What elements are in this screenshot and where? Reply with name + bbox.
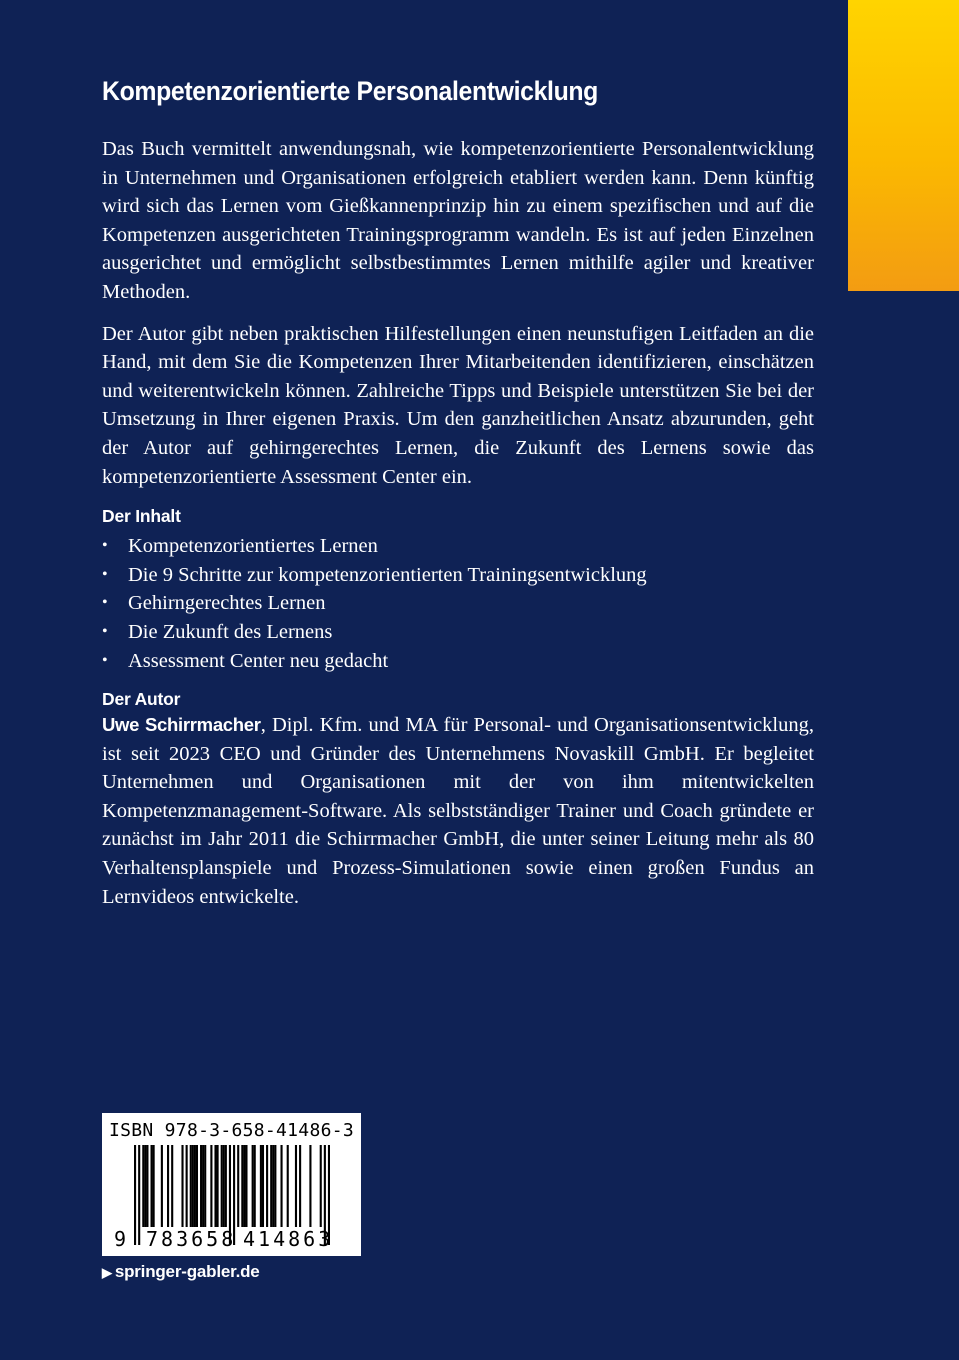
barcode-bar [309,1145,311,1227]
barcode-bar [221,1145,223,1227]
list-item [102,618,814,647]
bullet-icon: • [102,622,108,640]
list-item-label: Gehirngerechtes Lernen [128,592,326,615]
bullet-icon: • [102,651,108,669]
publisher-website[interactable] [102,1262,260,1282]
list-item-label: Die Zukunft des Lernens [128,620,333,643]
barcode-bar [192,1145,194,1227]
book-title: Kompetenzorientierte Personalentwicklung [102,76,598,106]
list-item [102,647,814,676]
barcode-bar [270,1145,272,1227]
barcode-bar [181,1145,183,1227]
barcode-bar [214,1145,216,1227]
barcode-bar [196,1145,198,1227]
barcode-bar [186,1145,188,1227]
barcode-bar [274,1145,276,1227]
autor-heading: Der Autor [102,689,181,710]
cover-text-block [102,74,814,924]
barcode-bar [161,1145,163,1227]
barcode-bar [225,1145,227,1227]
barcode-bar [146,1145,148,1227]
barcode-bar [260,1145,262,1227]
barcode-bar [245,1145,247,1227]
list-item [102,561,814,590]
barcode-bar [151,1145,153,1227]
play-arrow-icon: ▶ [102,1265,112,1280]
ean-first-digit: 9 [114,1227,127,1251]
bullet-icon: • [102,565,108,583]
inhalt-list [102,532,814,675]
author-name: Uwe Schirrmacher [102,714,261,736]
barcode-bar [243,1145,245,1227]
barcode-bar [144,1145,146,1227]
ean-left-digits: 783658 [146,1227,237,1251]
isbn-barcode [102,1113,361,1256]
barcode-bar [202,1145,204,1227]
barcode-bar [280,1145,282,1227]
barcode-bar [287,1145,289,1227]
barcode-bar [210,1145,212,1227]
barcode-bar [254,1145,256,1227]
barcode-bar [237,1145,239,1227]
barcode-bar [252,1145,254,1227]
barcode-bar [167,1145,169,1227]
barcode-bar [272,1145,274,1227]
barcode-bar [299,1145,301,1227]
list-item-label: Assessment Center neu gedacht [128,649,389,672]
barcode-bar [194,1145,196,1227]
list-item-label: Die 9 Schritte zur kompetenzorientierten Trainingsentwicklung [128,563,647,586]
barcode-bar [153,1145,155,1227]
list-item [102,532,814,561]
barcode-bar [190,1145,192,1227]
barcode-bar [204,1145,206,1227]
barcode-bar [295,1145,297,1227]
author-bio-text: , Dipl. Kfm. und MA für Personal- und Organisationsentwicklung, ist seit 2023 CEO und Gründer des Unternehmens Novaskill GmbH. Er begleitet Unternehmen und Organisationen mit der von ihm mitentwickelten Kompetenzmanagement-Software. Als selbstständiger Trainer und Coach gründete er zunächst im Jahr 2011 die Schirrmacher GmbH, die unter seiner Leitung mehr als 80 Verhaltensplanspiele und Prozess-Simulationen sowie einen großen Fundus an Lernvideos entwickelte. [102,714,815,908]
ean-right-digits: 414863 [243,1227,334,1251]
barcode-bar [262,1145,264,1227]
accent-color-bar [848,0,959,291]
list-item [102,589,814,618]
barcode-bar [266,1145,268,1227]
barcode-guard-bar [138,1145,140,1245]
publisher-url[interactable]: springer-gabler.de [114,1262,260,1281]
barcode-bar [223,1145,225,1227]
intro-paragraph-1: Das Buch vermittelt anwendungsnah, wie kompetenzorientierte Personalentwicklung in Unternehmen und Organisationen erfolgreich etabliert werden kann. Denn künftig wird sich das Lernen vom Gießkannenprinzip hin zu einem spezifischen und auf die Kompetenzen ausgerichteten Trainingsprogramm wandeln. Es ist auf jeden Einzelnen ausgerichtet und ermöglicht selbstbestimmtes Lernen mithilfe agiler und kreativer Methoden. [102,138,814,303]
barcode-bar [171,1145,173,1227]
barcode-bar [241,1145,243,1227]
barcode-bar [142,1145,144,1227]
isbn-label: ISBN 978-3-658-41486-3 [108,1120,354,1141]
bullet-icon: • [102,537,108,555]
bullet-icon: • [102,594,108,612]
author-bio [102,711,814,911]
list-item-label: Kompetenzorientiertes Lernen [128,535,378,558]
barcode-bar [200,1145,202,1227]
barcode-bar [320,1145,322,1227]
intro-paragraph-2: Der Autor gibt neben praktischen Hilfestellungen einen neunstufigen Leitfaden an die Hand, mit dem Sie die Kompetenzen Ihrer Mitarbeitenden identifizieren, einschätzen und weiterentwickeln können. Zahlreiche Tipps und Beispiele unterstützen Sie bei der Umsetzung in Ihrer eigenen Praxis. Um den ganzheitlichen Ansatz abzurunden, geht der Autor auf gehirngerechtes Lernen, die Zukunft des Lernens sowie das kompetenzorientierte Assessment Center ein. [102,322,814,488]
inhalt-heading: Der Inhalt [102,506,181,527]
barcode-bar [217,1145,219,1227]
barcode-guard-bar [134,1145,136,1245]
